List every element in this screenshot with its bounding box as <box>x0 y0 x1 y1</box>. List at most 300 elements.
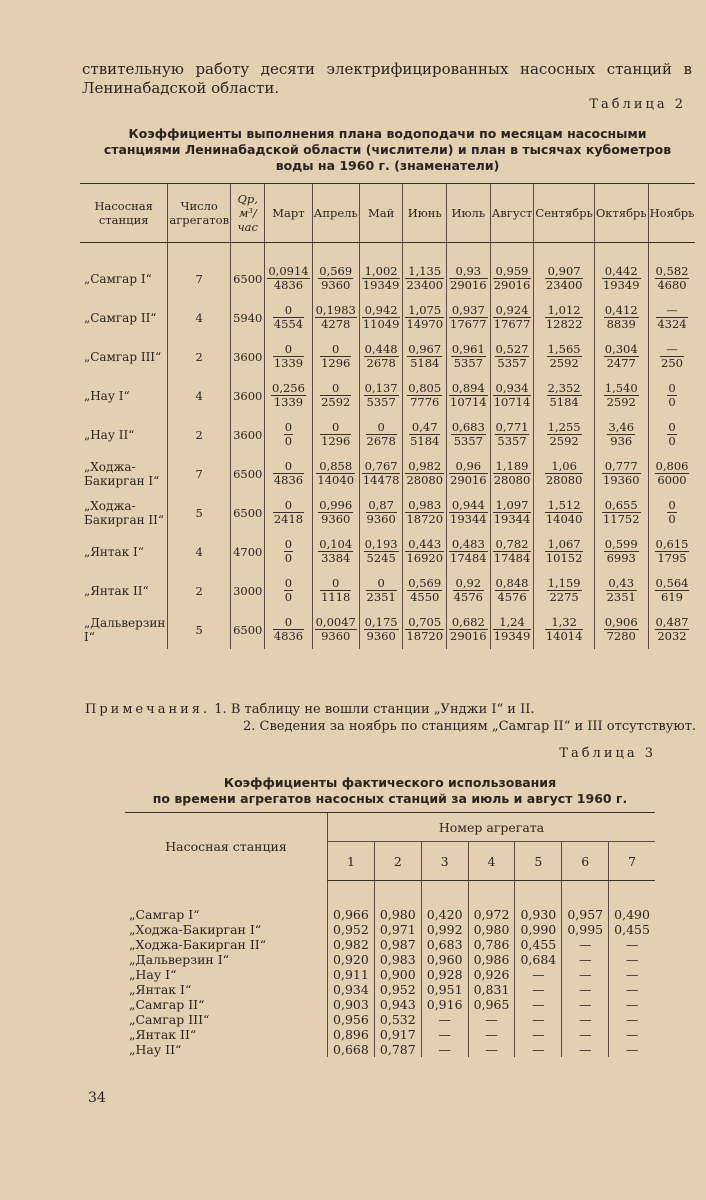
fraction-numerator: 0,805 <box>408 381 442 395</box>
fraction-numerator: 0 <box>284 576 293 590</box>
fraction-denominator: 18720 <box>406 629 444 643</box>
fraction <box>407 577 442 604</box>
fraction <box>364 382 399 409</box>
table3-row <box>125 1027 655 1042</box>
table3-cell: 0,983 <box>374 952 421 967</box>
table2-row <box>80 298 695 337</box>
fraction-denominator: 1795 <box>657 551 687 565</box>
table3-row <box>125 937 655 952</box>
table3-cell: — <box>562 1012 609 1027</box>
fraction-numerator: 0,848 <box>495 576 529 590</box>
fraction-denominator: 17484 <box>450 551 487 565</box>
table3-cell: 0,995 <box>562 922 609 937</box>
fraction <box>451 421 486 448</box>
fraction <box>660 343 684 370</box>
fraction <box>655 265 690 292</box>
fraction-denominator: 250 <box>661 356 683 370</box>
fraction-denominator: 7776 <box>410 395 440 409</box>
table2-units: 4 <box>168 532 231 571</box>
table2-units: 2 <box>168 415 231 454</box>
table2-cell <box>534 610 594 649</box>
fraction <box>607 421 635 448</box>
table2-cell <box>403 532 447 571</box>
table3-cell: 0,930 <box>515 881 562 923</box>
table2-header-month: Октябрь <box>594 184 648 243</box>
fraction <box>362 460 401 487</box>
fraction <box>495 577 530 604</box>
table3-cell: 0,957 <box>562 881 609 923</box>
fraction <box>547 343 582 370</box>
fraction-denominator: 17484 <box>493 551 531 565</box>
table2-cell <box>594 493 648 532</box>
fraction-denominator: 1296 <box>321 434 351 448</box>
table2-cell <box>312 298 359 337</box>
table3-cell: 0,917 <box>374 1027 421 1042</box>
fraction-numerator: 0,175 <box>364 615 398 629</box>
fraction <box>366 499 397 526</box>
fraction <box>667 382 676 409</box>
table2-cell <box>534 243 594 299</box>
table2-cell <box>265 571 312 610</box>
table3-header-row <box>125 813 655 842</box>
fraction-numerator: 0,104 <box>319 537 353 551</box>
table3-cell: — <box>421 1042 468 1057</box>
fraction-numerator: 0,564 <box>655 576 689 590</box>
fraction <box>364 616 399 643</box>
table2-station: „Янтак I“ <box>84 544 144 559</box>
table3-cell: — <box>468 1042 515 1057</box>
table3-cell: 0,956 <box>328 1012 375 1027</box>
fraction-denominator: 2592 <box>549 356 579 370</box>
fraction-numerator: 0 <box>273 304 304 318</box>
fraction-denominator: 5184 <box>549 395 579 409</box>
table2-cell <box>447 415 491 454</box>
table2-row <box>80 532 695 571</box>
table3-row <box>125 952 655 967</box>
fraction-denominator: 936 <box>610 434 633 448</box>
fraction-numerator: 0 <box>320 421 351 435</box>
table3-cell: 0,934 <box>328 982 375 997</box>
fraction-numerator: 0,412 <box>604 303 638 317</box>
fraction <box>407 343 442 370</box>
fraction-numerator: 0 <box>668 420 676 434</box>
fraction-numerator: 0,942 <box>362 304 401 318</box>
table2-cell <box>403 298 447 337</box>
table2-cell <box>359 298 403 337</box>
fraction <box>409 421 440 448</box>
table2-cell <box>534 337 594 376</box>
fraction-numerator: 1,565 <box>547 342 581 356</box>
fraction-denominator: 0 <box>284 434 293 448</box>
table2-cell <box>490 337 534 376</box>
table2-cell <box>265 337 312 376</box>
fraction-denominator: 17677 <box>493 317 531 331</box>
fraction-denominator: 29016 <box>493 278 531 292</box>
table2-cell <box>359 376 403 415</box>
fraction-denominator: 29016 <box>450 629 487 643</box>
fraction-numerator: 1,32 <box>545 616 584 630</box>
fraction-denominator: 3384 <box>321 551 351 565</box>
table3-header-unit: 5 <box>515 842 562 881</box>
fraction-denominator: 19349 <box>493 629 531 643</box>
fraction-numerator: 0,483 <box>449 538 488 552</box>
fraction-numerator: 1,002 <box>362 265 401 279</box>
table2-cell <box>359 243 403 299</box>
fraction-denominator: 19349 <box>362 278 400 292</box>
table2-cell <box>447 376 491 415</box>
fraction-numerator: 1,255 <box>547 420 581 434</box>
table3-cell: — <box>609 997 655 1012</box>
table3 <box>125 812 655 1057</box>
fraction <box>547 577 582 604</box>
notes-text-1: 1. В таблицу не вошли станции „Унджи I“ и II. <box>214 702 535 717</box>
table2-q: 3000 <box>231 571 265 610</box>
fraction <box>667 421 676 448</box>
fraction-denominator: 12822 <box>545 317 583 331</box>
fraction-numerator: 0,47 <box>409 421 440 435</box>
fraction <box>273 304 304 331</box>
fraction <box>315 616 357 643</box>
table2-cell <box>359 610 403 649</box>
fraction-denominator: 29016 <box>450 473 487 487</box>
fraction-denominator: 0 <box>284 551 293 565</box>
table2-header-month: Апрель <box>312 184 359 243</box>
fraction-denominator: 5245 <box>366 551 396 565</box>
table3-cell: — <box>562 952 609 967</box>
fraction-denominator: 4324 <box>657 317 687 331</box>
fraction <box>362 265 401 292</box>
table3-cell: — <box>562 967 609 982</box>
fraction-denominator: 2678 <box>366 356 396 370</box>
fraction <box>545 304 584 331</box>
table3-cell: — <box>515 997 562 1012</box>
table2-cell <box>648 493 695 532</box>
table2-cell <box>359 415 403 454</box>
fraction-numerator: 0,0047 <box>315 615 356 629</box>
fraction-numerator: 0,448 <box>364 342 398 356</box>
fraction <box>655 577 690 604</box>
table3-cell: 0,786 <box>468 937 515 952</box>
fraction <box>318 538 353 565</box>
fraction-denominator: 2032 <box>657 629 687 643</box>
fraction-numerator: 0 <box>366 577 397 591</box>
fraction-numerator: 0,996 <box>319 498 353 512</box>
fraction <box>547 421 582 448</box>
table2-label: Таблица 2 <box>589 97 686 112</box>
fraction-numerator: 0 <box>273 343 304 357</box>
table2-units: 4 <box>168 376 231 415</box>
fraction-denominator: 1339 <box>273 395 304 409</box>
fraction <box>316 460 355 487</box>
table3-cell: 0,952 <box>374 982 421 997</box>
table3-cell: 0,992 <box>421 922 468 937</box>
table2-cell <box>312 243 359 299</box>
table2-cell <box>403 376 447 415</box>
fraction-denominator: 28080 <box>545 473 583 487</box>
table2-cell <box>534 376 594 415</box>
fraction <box>453 577 484 604</box>
table3-station: „Нау II“ <box>129 1042 182 1057</box>
table2-cell <box>403 493 447 532</box>
table2-cell <box>594 454 648 493</box>
fraction <box>405 616 444 643</box>
table2-header-month: Май <box>359 184 403 243</box>
table3-title <box>110 775 670 807</box>
table3-header-unit: 3 <box>421 842 468 881</box>
fraction-numerator: 0,705 <box>405 616 444 630</box>
fraction-numerator: 2,352 <box>547 381 581 395</box>
fraction-denominator: 9360 <box>366 512 396 526</box>
table3-cell: — <box>515 982 562 997</box>
fraction <box>602 265 641 292</box>
table2-units: 4 <box>168 298 231 337</box>
fraction-numerator: 1,067 <box>545 538 584 552</box>
table2-cell <box>648 532 695 571</box>
fraction-denominator: 1296 <box>321 356 351 370</box>
table3-cell: — <box>562 1042 609 1057</box>
fraction <box>449 616 488 643</box>
fraction <box>493 499 532 526</box>
table3-cell: — <box>468 1012 515 1027</box>
fraction-denominator: 14040 <box>545 512 583 526</box>
fraction-numerator: 0,682 <box>449 616 488 630</box>
fraction-numerator: 0,967 <box>408 342 442 356</box>
table3-header-unit: 4 <box>468 842 515 881</box>
table2-cell <box>447 298 491 337</box>
table2-cell <box>312 337 359 376</box>
fraction-numerator: 0,894 <box>449 382 488 396</box>
fraction-numerator: 0 <box>273 499 304 513</box>
fraction <box>656 304 687 331</box>
fraction <box>405 304 444 331</box>
table3-header-unit: 6 <box>562 842 609 881</box>
fraction <box>604 538 639 565</box>
table2-title: Коэффициенты выполнения плана водоподачи по месяцам насосными станциями Ленинабадской области (числители) и план в тысячах кубометров воды на 1960 г. (знаменатели) <box>103 126 672 173</box>
fraction <box>545 265 584 292</box>
fraction <box>284 421 293 448</box>
table3-cell: — <box>515 967 562 982</box>
table2-row <box>80 493 695 532</box>
table2 <box>80 183 695 649</box>
table3-title-line1: Коэффициенты фактического использования <box>223 775 557 790</box>
table2-cell <box>359 493 403 532</box>
table3-cell: 0,971 <box>374 922 421 937</box>
table2-cell <box>534 571 594 610</box>
fraction-numerator: 0,806 <box>655 459 689 473</box>
table2-cell <box>312 454 359 493</box>
fraction-denominator: 16920 <box>406 551 444 565</box>
table3-cell: 0,455 <box>515 937 562 952</box>
fraction-denominator: 2592 <box>549 434 579 448</box>
table2-row <box>80 610 695 649</box>
fraction-denominator: 10152 <box>545 551 583 565</box>
fraction-numerator: 0,655 <box>602 499 641 513</box>
fraction <box>362 304 401 331</box>
fraction <box>655 616 690 643</box>
fraction-numerator: 0 <box>273 616 304 630</box>
fraction <box>271 382 306 409</box>
fraction-numerator: 0,983 <box>405 499 444 513</box>
fraction-denominator: 4576 <box>497 590 527 604</box>
fraction-numerator: 1,012 <box>545 304 584 318</box>
fraction-numerator: 0,304 <box>604 342 638 356</box>
fraction <box>364 343 399 370</box>
fraction-numerator: 0 <box>320 577 351 591</box>
table2-units: 5 <box>168 610 231 649</box>
fraction-denominator: 4836 <box>273 473 304 487</box>
fraction-numerator: 1,075 <box>405 304 444 318</box>
table3-cell: 0,455 <box>609 922 655 937</box>
table3-cell: — <box>609 1012 655 1027</box>
fraction-numerator: 1,097 <box>493 499 532 513</box>
fraction-numerator: 1,189 <box>493 460 532 474</box>
fraction-denominator: 10714 <box>450 395 487 409</box>
fraction-denominator: 9360 <box>321 512 351 526</box>
table2-cell <box>312 532 359 571</box>
table3-cell: 0,896 <box>328 1027 375 1042</box>
fraction-denominator: 17677 <box>450 317 487 331</box>
table3-cell: 0,943 <box>374 997 421 1012</box>
fraction <box>320 343 351 370</box>
fraction-denominator: 19344 <box>493 512 531 526</box>
table2-q: 3600 <box>231 337 265 376</box>
fraction <box>407 382 442 409</box>
fraction-denominator: 9360 <box>366 629 396 643</box>
fraction-denominator: 0 <box>668 434 676 448</box>
fraction-denominator: 4550 <box>410 590 440 604</box>
fraction <box>604 343 639 370</box>
table2-q: 3600 <box>231 415 265 454</box>
table2-q: 4700 <box>231 532 265 571</box>
fraction-numerator: 0,193 <box>364 537 398 551</box>
table3-cell: — <box>609 1042 655 1057</box>
table2-cell <box>265 610 312 649</box>
fraction-numerator: 0,43 <box>606 577 637 591</box>
fraction-numerator: 0,0914 <box>268 264 309 278</box>
table3-cell: — <box>609 1027 655 1042</box>
fraction-denominator: 29016 <box>450 278 487 292</box>
fraction <box>493 616 532 643</box>
fraction-denominator: 4836 <box>273 629 304 643</box>
table2-cell <box>265 376 312 415</box>
fraction-denominator: 2592 <box>321 395 351 409</box>
fraction-numerator: 0,96 <box>449 460 488 474</box>
table3-cell: — <box>421 1012 468 1027</box>
fraction <box>602 460 641 487</box>
table3-row <box>125 922 655 937</box>
table2-cell <box>594 298 648 337</box>
table2-cell <box>534 415 594 454</box>
table3-cell: 0,966 <box>328 881 375 923</box>
table2-units: 2 <box>168 571 231 610</box>
fraction-numerator: 1,159 <box>547 576 581 590</box>
fraction <box>449 499 488 526</box>
fraction-denominator: 18720 <box>406 512 444 526</box>
fraction-numerator: 0,767 <box>362 460 401 474</box>
fraction-denominator: 5357 <box>497 434 527 448</box>
fraction-numerator: 0,959 <box>493 265 532 279</box>
table2-header-q: Qр, м³/час <box>231 184 265 243</box>
table2-q: 6500 <box>231 610 265 649</box>
fraction-numerator: 0,569 <box>319 264 353 278</box>
fraction-numerator: 0 <box>668 498 676 512</box>
fraction-numerator: 1,135 <box>405 265 444 279</box>
fraction-numerator: 0,442 <box>602 265 641 279</box>
fraction <box>493 382 532 409</box>
fraction-numerator: 0,782 <box>493 538 532 552</box>
fraction-denominator: 2678 <box>366 434 396 448</box>
table3-cell: 0,920 <box>328 952 375 967</box>
fraction-numerator: 0 <box>320 382 351 396</box>
fraction-numerator: 0,443 <box>405 538 444 552</box>
fraction <box>545 616 584 643</box>
table2-header-station: Насосная станция <box>80 184 168 243</box>
table3-cell: — <box>609 982 655 997</box>
table2-cell <box>265 454 312 493</box>
fraction-denominator: 2477 <box>606 356 636 370</box>
fraction-numerator: 0,907 <box>545 265 584 279</box>
table3-cell: 0,965 <box>468 997 515 1012</box>
table2-cell <box>594 532 648 571</box>
fraction <box>284 577 293 604</box>
fraction-numerator: 1,24 <box>493 616 532 630</box>
table3-cell: 0,980 <box>468 922 515 937</box>
fraction-numerator: 0,582 <box>655 264 689 278</box>
table3-cell: 0,683 <box>421 937 468 952</box>
table3-station: „Ходжа-Бакирган II“ <box>129 937 267 952</box>
fraction-numerator: 0,1983 <box>315 303 356 317</box>
table2-station: „Самгар II“ <box>84 310 157 325</box>
table3-station: „Дальверзин I“ <box>129 952 230 967</box>
fraction-numerator: 0 <box>366 421 397 435</box>
table2-cell <box>594 415 648 454</box>
table2-station: „Нау I“ <box>84 388 130 403</box>
fraction-numerator: 0,906 <box>604 615 638 629</box>
table3-row <box>125 982 655 997</box>
table3-cell: 0,831 <box>468 982 515 997</box>
table3-cell: — <box>421 1027 468 1042</box>
table3-cell: 0,490 <box>609 881 655 923</box>
table2-station: „Самгар III“ <box>84 349 162 364</box>
table2-q: 6500 <box>231 493 265 532</box>
table3-cell: 0,787 <box>374 1042 421 1057</box>
fraction-numerator: 0,771 <box>495 420 529 434</box>
table2-cell <box>265 532 312 571</box>
fraction-numerator: 0 <box>668 381 676 395</box>
table2-cell <box>447 243 491 299</box>
table3-station: „Янтак II“ <box>129 1027 197 1042</box>
table2-header-units: Число агрегатов <box>168 184 231 243</box>
fraction <box>493 304 532 331</box>
fraction-denominator: 2351 <box>606 590 636 604</box>
fraction-denominator: 19349 <box>602 278 640 292</box>
table2-station: „Ходжа-Бакирган I“ <box>84 459 160 488</box>
fraction-numerator: 0,961 <box>451 342 485 356</box>
fraction <box>655 460 690 487</box>
fraction-numerator: 0,858 <box>316 460 355 474</box>
fraction-denominator: 5357 <box>453 356 483 370</box>
fraction-denominator: 9360 <box>321 278 351 292</box>
fraction-numerator: 0,256 <box>272 381 305 395</box>
table2-cell <box>648 571 695 610</box>
fraction-denominator: 619 <box>661 590 683 604</box>
fraction <box>604 616 639 643</box>
fraction-numerator: 0,92 <box>453 577 484 591</box>
fraction <box>655 538 690 565</box>
table2-cell <box>359 532 403 571</box>
fraction <box>267 265 309 292</box>
table2-cell <box>447 610 491 649</box>
